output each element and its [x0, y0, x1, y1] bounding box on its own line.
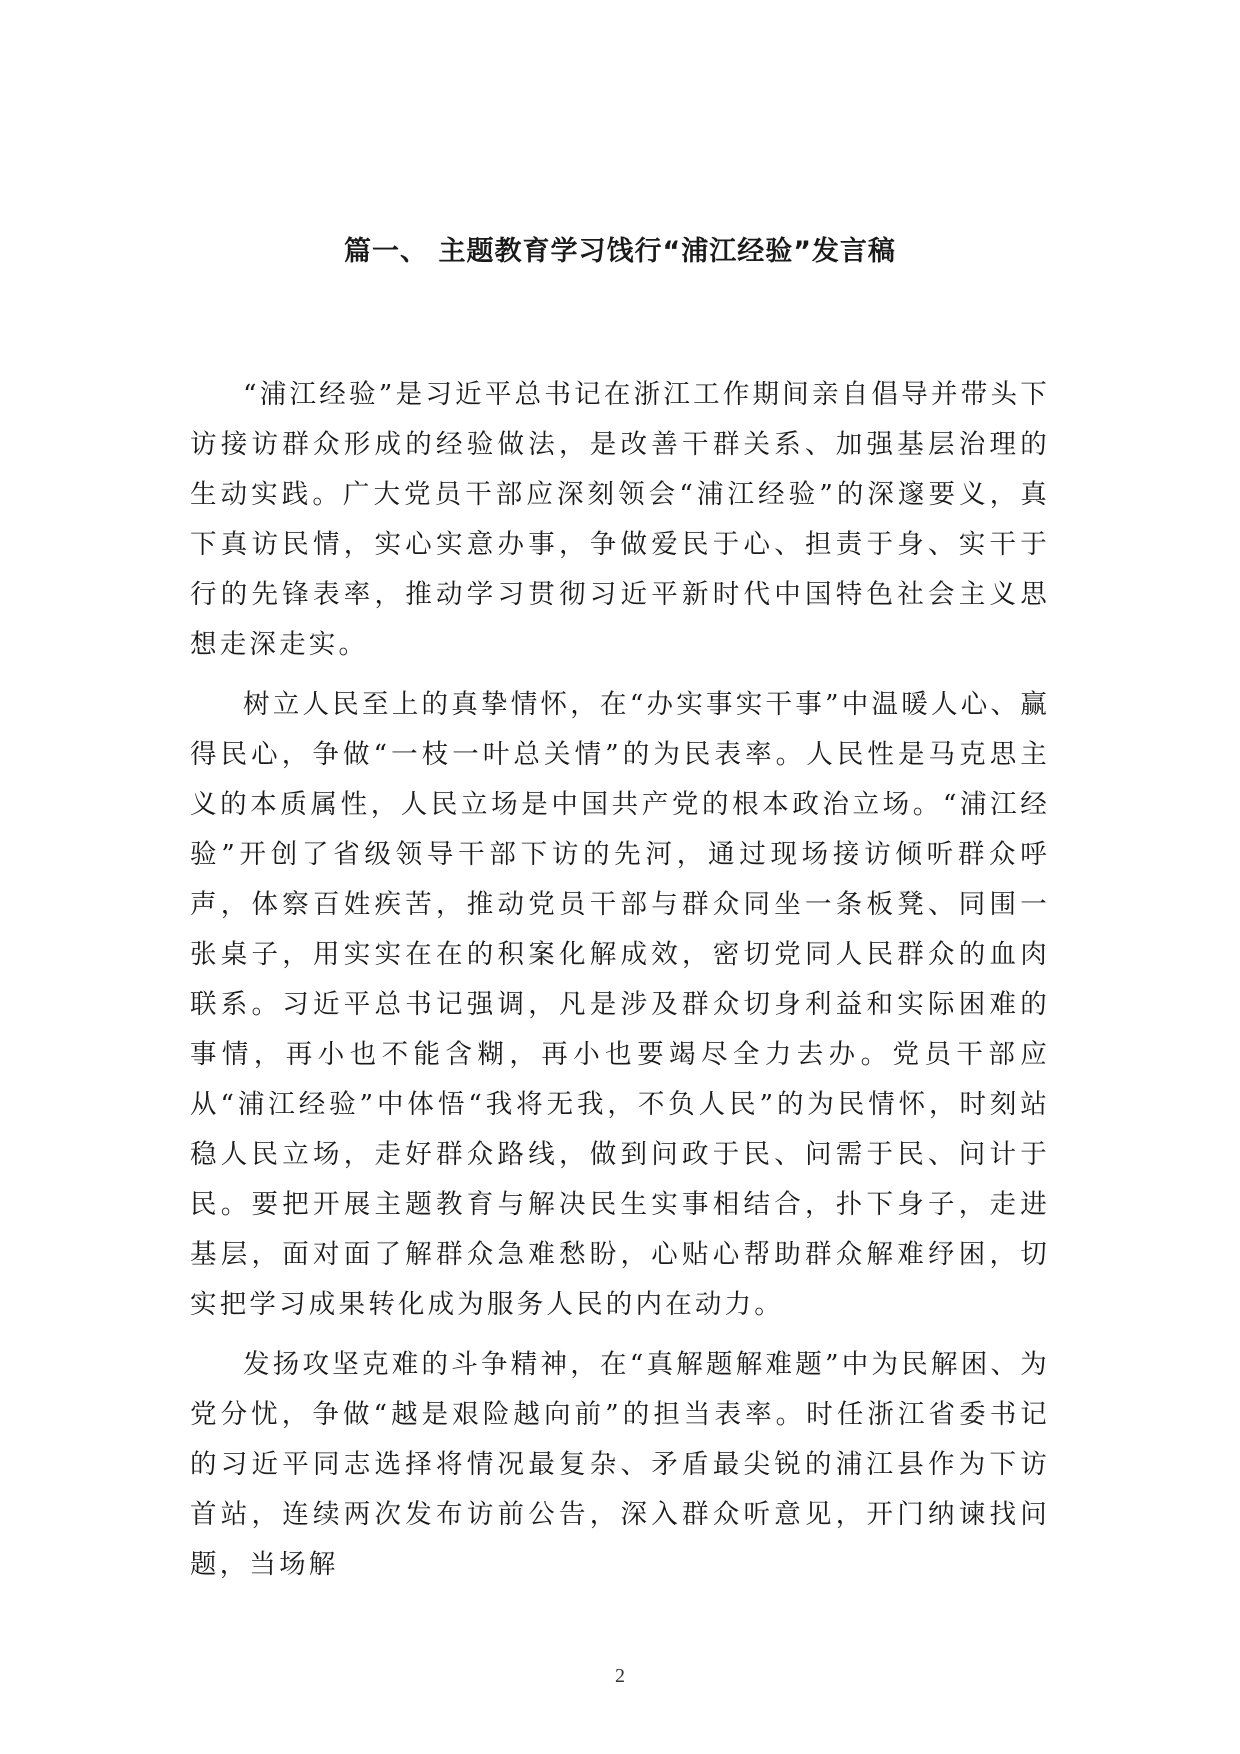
page-number: 2	[615, 1665, 625, 1687]
paragraph-2: 树立人民至上的真挚情怀，在“办实事实干事”中温暖人心、赢得民心，争做“一枝一叶总关情”的为民表率。人民性是马克思主义的本质属性，人民立场是中国共产党的根本政治立场。“浦江经验”开创了省级领导干部下访的先河，通过现场接访倾听群众呼声，体察百姓疾苦，推动党员干部与群众同坐一条板凳、同围一张桌子，用实实在在的积案化解成效，密切党同人民群众的血肉联系。习近平总书记强调，凡是涉及群众切身利益和实际困难的事情，再小也不能含糊，再小也要竭尽全力去办。党员干部应从“浦江经验”中体悟“我将无我，不负人民”的为民情怀，时刻站稳人民立场，走好群众路线，做到问政于民、问需于民、问计于民。要把开展主题教育与解决民生实事相结合，扑下身子，走进基层，面对面了解群众急难愁盼，心贴心帮助群众解难纾困，切实把学习成果转化成为服务人民的内在动力。	[190, 689, 1050, 1320]
paragraph-3: 发扬攻坚克难的斗争精神，在“真解题解难题”中为民解困、为党分忧，争做“越是艰险越向前”的担当表率。时任浙江省委书记的习近平同志选择将情况最复杂、矛盾最尖锐的浦江县作为下访首站，连续两次发布访前公告，深入群众听意见，开门纳谏找问题，当场解	[190, 1349, 1050, 1580]
document-body	[190, 370, 1050, 1590]
document-title: 篇一、 主题教育学习饯行“浦江经验”发言稿	[344, 236, 896, 267]
paragraph-1: “浦江经验”是习近平总书记在浙江工作期间亲自倡导并带头下访接访群众形成的经验做法，是改善干群关系、加强基层治理的生动实践。广大党员干部应深刻领会“浦江经验”的深邃要义，真下真访民情，实心实意办事，争做爱民于心、担责于身、实干于行的先锋表率，推动学习贯彻习近平新时代中国特色社会主义思想走深走实。	[190, 379, 1050, 660]
